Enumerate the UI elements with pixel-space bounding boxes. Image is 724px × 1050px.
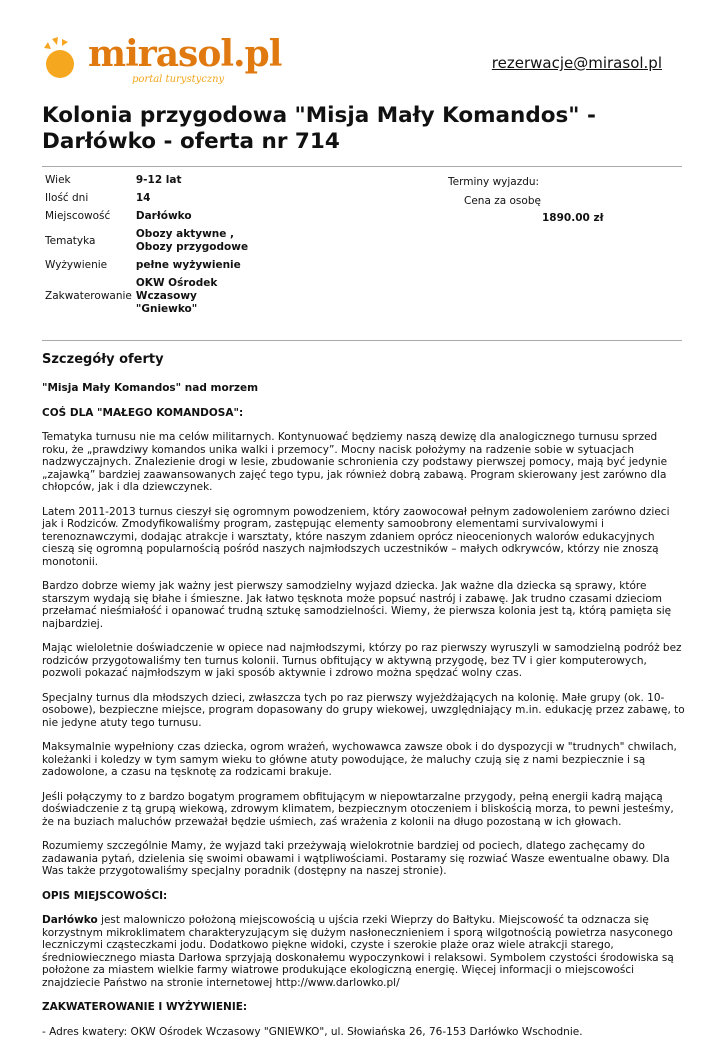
- info-label: Zakwaterowanie: [45, 290, 132, 302]
- info-label: Tematyka: [45, 234, 96, 247]
- info-row-theme: [42, 226, 252, 257]
- paragraph: Specjalny turnus dla młodszych dzieci, zwłaszcza tych po raz pierwszy wyjeżdżających na kolonię. Małe grupy (ok. 10-osobowe), bezpieczne miejsce, program dopasowany do grupy wiekowej, uwzględniający m.in. edukację przez zabawę, to nie jedyne atuty tego turnusu.: [42, 691, 685, 729]
- info-value: OKW Ośrodek Wczasowy "Gniewko": [135, 277, 218, 315]
- location-description: jest malowniczo położoną miejscowością u ujścia rzeki Wieprzy do Bałtyku. Miejscowość ta odznacza się korzystnym mikroklimatem charakteryzującym się dużym nasłonecznieniem i sporą wilgotnością powietrza nasyconego leczniczymi cząsteczkami jodu. Dodatkowo piękne widoki, czyste i szerokie plaże oraz wiele atrakcji starego, średniowiecznego miasta Darłowa sprzyjają doskonałemu wypoczynkowi i relaksowi. Symbolem czystości środowiska są położone za miastem wielkie farmy wiatrowe produkujące ekologiczną energię. Więcej informacji o miejscowości znajdziecie Państwo na stronie internetowej http://www.darlowko.pl/: [42, 914, 674, 989]
- logo-wordmark: mirasol.pl: [88, 33, 282, 75]
- paragraph: Rozumiemy szczególnie Mamy, że wyjazd taki przeżywają wielokrotnie bardziej od pociech, dlatego zachęcamy do zadawania pytań, dzielenia się swoimi obawami i wątpliwościami. Postaramy się rozwiać Wasze ewentualne obawy. Dla Was także przygotowaliśmy specjalny poradnik (dostępny na naszej stronie).: [42, 840, 670, 877]
- info-value: pełne wyżywienie: [135, 259, 241, 271]
- terms-label: Terminy wyjazdu:: [448, 176, 540, 188]
- paragraph: Mając wieloletnie doświadczenie w opiece nad najmłodszymi, którzy po raz pierwszy wyruszyli w samodzielną podróż bez rodziców przygotowaliśmy ten turnus kolonii. Turnus obfitujący w aktywną przygodę, bez TV i gier komputerowych, pozwoli pokazać najmłodszym w jaki sposób aktywnie i zdrowo można spędzać wolny czas.: [42, 642, 682, 679]
- divider-bottom: [42, 340, 682, 341]
- section-heading-komandos: COŚ DLA "MAŁEGO KOMANDOSA":: [42, 406, 244, 419]
- info-row-location: [42, 208, 252, 226]
- offer-title: Kolonia przygodowa "Misja Mały Komandos" - Darłówko - oferta nr 714: [42, 103, 596, 154]
- divider-top: [42, 166, 682, 167]
- info-row-days: [42, 190, 252, 208]
- details-subtitle: "Misja Mały Komandos" nad morzem: [42, 382, 259, 394]
- offer-details: [42, 352, 685, 1050]
- paragraph: Latem 2011-2013 turnus cieszył się ogromnym powodzeniem, który zaowocował pełnym zadowoleniem zarówno dzieci jak i Rodziców. Zmodyfikowaliśmy program, zastępując elementy samoobrony elementami survivalowymi i terenoznawczymi, dodając atrakcje i warsztaty, które naszym zdaniem oprócz nieocenionych walorów edukacyjnych cieszą się ogromną popularnością pośród naszych najmłodszych uczestników – małych odkrywców, którzy nie znoszą monotonii.: [42, 505, 670, 568]
- info-value: Obozy aktywne , Obozy przygodowe: [135, 228, 249, 253]
- paragraph: Jeśli połączymy to z bardzo bogatym programem obfitującym w niepowtarzalne przygody, pełną energii kadrą mającą doświadczenie z tą grupą wiekową, zdrowym klimatem, bezpiecznym otoczeniem i bliskością morza, to pewni jesteśmy, że na buziach maluchów przeważał będzie uśmiech, zaś wrażenia z kolonii na długo pozostaną w ich głowach.: [42, 790, 674, 828]
- paragraph: - Adres kwatery: OKW Ośrodek Wczasowy "GNIEWKO", ul. Słowiańska 26, 76-153 Darłówko Wschodnie.: [42, 1025, 583, 1038]
- location-name: Darłówko: [42, 914, 98, 926]
- reservation-email-link[interactable]: rezerwacje@mirasol.pl: [491, 54, 662, 72]
- section-heading-accommodation: ZAKWATEROWANIE I WYŻYWIENIE:: [42, 1001, 248, 1013]
- info-label: Wiek: [45, 174, 71, 186]
- info-row-accommodation: [42, 275, 252, 319]
- info-value: 9-12 lat: [135, 174, 182, 186]
- price-label: Cena za osobę: [464, 195, 541, 207]
- mirasol-logo[interactable]: [42, 33, 282, 92]
- logo-tagline: portal turystyczny: [132, 74, 225, 85]
- offer-info-table: [42, 172, 252, 319]
- section-heading-location: OPIS MIEJSCOWOŚCI:: [42, 889, 168, 902]
- paragraph: Tematyka turnusu nie ma celów militarnych. Kontynuować będziemy naszą dewizę dla analogicznego turnusu sprzed roku, że „prawdziwy komandos unika walki i przemocy”. Mocny nacisk położymy na radzenie sobie w sytuacjach nadzwyczajnych. Znalezienie drogi w lesie, zbudowanie schronienia czy podstawy pierwszej pomocy, mają być jedynie „zajawką” bardziej zaawansowanych zajęć tego typu, jak również dobrą zabawą. Program skierowany jest zarówno dla chłopców, jak i dla dziewczynek.: [42, 431, 668, 493]
- info-label: Miejscowość: [45, 210, 111, 222]
- info-label: Wyżywienie: [45, 259, 108, 271]
- info-value: Darłówko: [135, 210, 192, 222]
- details-heading: Szczegóły oferty: [42, 352, 164, 367]
- paragraph: Bardzo dobrze wiemy jak ważny jest pierwszy samodzielny wyjazd dziecka. Jak ważne dla dziecka są sprawy, które starszym wydają się błahe i śmieszne. Jak łatwo tęsknota może popsuć nastrój i zabawę. Jak trudno czasami dzieciom przełamać nieśmiałość i opanować trudną sztukę samodzielności. Wiemy, że pierwsza kolonia jest tą, którą pamięta się najbardziej.: [42, 580, 672, 630]
- info-value: 14: [135, 192, 151, 204]
- paragraph-location: [42, 914, 685, 989]
- info-row-age: [42, 172, 252, 190]
- info-label: Ilość dni: [45, 192, 89, 204]
- info-row-meals: [42, 257, 252, 275]
- price-value: 1890.00 zł: [542, 212, 604, 224]
- paragraph: Maksymalnie wypełniony czas dziecka, ogrom wrażeń, wychowawca zawsze obok i do dyspozycji w "trudnych" chwilach, koleżanki i koledzy w tym samym wieku to główne atuty powodujące, że maluchy czują się z nami bezpiecznie i są zadowolone, a czasu na tęsknotę za rodzicami brakuje.: [42, 741, 677, 778]
